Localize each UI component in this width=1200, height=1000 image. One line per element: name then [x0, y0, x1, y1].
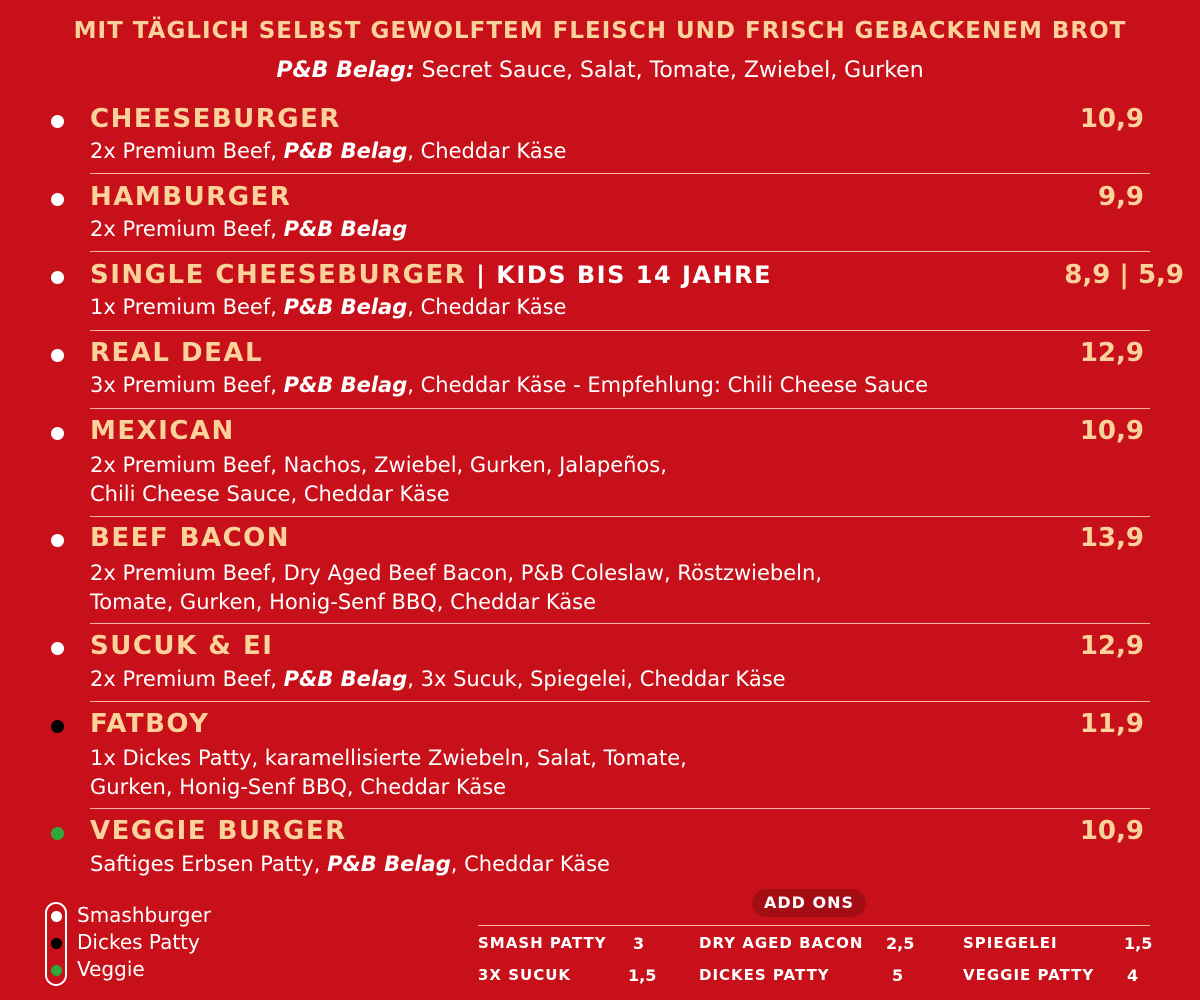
- divider: [90, 516, 1150, 517]
- smashburger-dot-icon: [51, 349, 64, 362]
- addon-price: 4: [1127, 966, 1139, 985]
- divider: [90, 251, 1150, 252]
- addon-price: 1,5: [628, 966, 657, 985]
- addon-price: 3: [633, 934, 645, 953]
- smashburger-dot-icon: [51, 193, 64, 206]
- addons-divider: [478, 925, 1150, 926]
- smashburger-dot-icon: [51, 427, 64, 440]
- divider: [90, 408, 1150, 409]
- addon-dickes-patty: DICKES PATTY: [699, 966, 830, 984]
- addon-smash-patty: SMASH PATTY: [478, 934, 607, 952]
- dickes-patty-dot-icon: [51, 720, 64, 733]
- addon-dry-aged-bacon: DRY AGED BACON: [699, 934, 864, 952]
- item-price: 8,9 | 5,9: [1064, 260, 1184, 290]
- pb-belag-label: P&B Belag:: [276, 58, 415, 83]
- legend-label-veggie: Veggie: [77, 957, 145, 981]
- pb-belag-text: Secret Sauce, Salat, Tomate, Zwiebel, Gurken: [414, 58, 924, 83]
- addon-price: 5: [892, 966, 904, 985]
- item-price: 10,9: [1079, 416, 1144, 446]
- smashburger-dot-icon: [51, 115, 64, 128]
- item-name: REAL DEAL: [90, 338, 264, 368]
- menu-headline: MIT TÄGLICH SELBST GEWOLFTEM FLEISCH UND FRISCH GEBACKENEM BROT: [73, 18, 1127, 44]
- smashburger-dot-icon: [51, 911, 62, 922]
- pb-belag-note: [0, 58, 1200, 83]
- item-description: 3x Premium Beef, P&B Belag, Cheddar Käse - Empfehlung: Chili Cheese Sauce: [90, 373, 929, 397]
- divider: [90, 330, 1150, 331]
- veggie-dot-icon: [51, 965, 62, 976]
- addon-veggie-patty: VEGGIE PATTY: [963, 966, 1095, 984]
- item-name: BEEF BACON: [90, 523, 291, 553]
- item-description: 2x Premium Beef, P&B Belag, Cheddar Käse: [90, 139, 567, 163]
- item-description-line1: 1x Dickes Patty, karamellisierte Zwiebeln, Salat, Tomate,: [90, 746, 687, 770]
- divider: [90, 173, 1150, 174]
- item-price: 11,9: [1079, 709, 1144, 739]
- item-name: CHEESEBURGER: [90, 104, 341, 134]
- dickes-patty-dot-icon: [51, 938, 62, 949]
- legend-label-dickes-patty: Dickes Patty: [77, 930, 200, 954]
- item-price: 10,9: [1079, 816, 1144, 846]
- item-description-line2: Tomate, Gurken, Honig-Senf BBQ, Cheddar Käse: [90, 590, 597, 614]
- item-description-line1: 2x Premium Beef, Nachos, Zwiebel, Gurken, Jalapeños,: [90, 453, 667, 477]
- veggie-dot-icon: [51, 827, 64, 840]
- smashburger-dot-icon: [51, 642, 64, 655]
- item-description: 2x Premium Beef, P&B Belag, 3x Sucuk, Spiegelei, Cheddar Käse: [90, 667, 786, 691]
- kids-note: | KIDS BIS 14 JAHRE: [466, 261, 772, 289]
- smashburger-dot-icon: [51, 534, 64, 547]
- addon-price: 1,5: [1124, 934, 1153, 953]
- divider: [90, 623, 1150, 624]
- smashburger-dot-icon: [51, 271, 64, 284]
- item-description: 1x Premium Beef, P&B Belag, Cheddar Käse: [90, 295, 567, 319]
- item-description: Saftiges Erbsen Patty, P&B Belag, Cheddar Käse: [90, 852, 610, 876]
- item-description-line2: Gurken, Honig-Senf BBQ, Cheddar Käse: [90, 775, 507, 799]
- addon-spiegelei: SPIEGELEI: [963, 934, 1058, 952]
- addon-price: 2,5: [886, 934, 915, 953]
- item-description-line1: 2x Premium Beef, Dry Aged Beef Bacon, P&B Coleslaw, Röstzwiebeln,: [90, 561, 822, 585]
- item-name: SINGLE CHEESEBURGER | KIDS BIS 14 JAHRE: [90, 260, 772, 290]
- item-price: 12,9: [1079, 338, 1144, 368]
- legend-label-smashburger: Smashburger: [77, 903, 211, 927]
- item-name: MEXICAN: [90, 416, 235, 446]
- item-price: 13,9: [1079, 523, 1144, 553]
- item-price: 12,9: [1079, 631, 1144, 661]
- divider: [90, 808, 1150, 809]
- item-name: FATBOY: [90, 709, 210, 739]
- legend-dots-frame: [45, 902, 67, 986]
- item-price: 9,9: [1097, 182, 1144, 212]
- item-name: HAMBURGER: [90, 182, 292, 212]
- item-description: 2x Premium Beef, P&B Belag: [90, 217, 408, 241]
- addons-title: ADD ONS: [752, 889, 866, 917]
- item-name: VEGGIE BURGER: [90, 816, 347, 846]
- item-name: SUCUK & EI: [90, 631, 274, 661]
- addon-3x-sucuk: 3X SUCUK: [478, 966, 572, 984]
- item-price: 10,9: [1079, 104, 1144, 134]
- item-description-line2: Chili Cheese Sauce, Cheddar Käse: [90, 482, 450, 506]
- divider: [90, 701, 1150, 702]
